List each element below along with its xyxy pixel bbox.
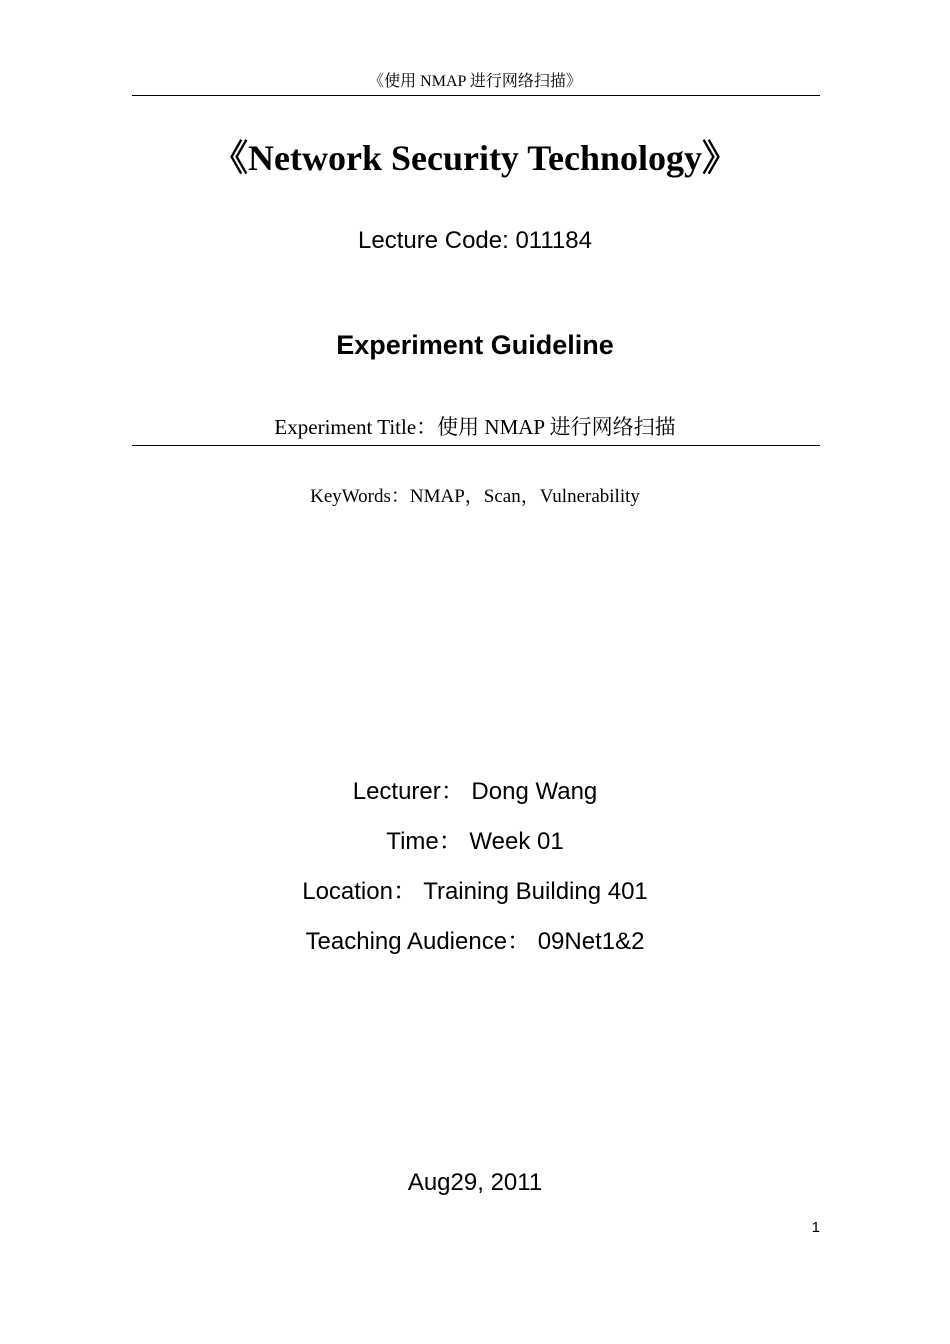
course-title: 《Network Security Technology》 [212,138,738,178]
experiment-title: Experiment Title：使用 NMAP 进行网络扫描 [274,415,676,439]
running-header: 《使用 NMAP 进行网络扫描》 [368,73,582,90]
time-line: Time： Week 01 [386,828,564,855]
keywords-line: KeyWords：NMAP，Scan，Vulnerability [310,486,640,507]
location-line: Location： Training Building 401 [302,878,648,905]
document-date: Aug29, 2011 [407,1169,543,1196]
header-rule [132,95,820,96]
lecture-code: Lecture Code: 011184 [358,227,592,254]
audience-line: Teaching Audience： 09Net1&2 [305,928,645,955]
lecturer-line: Lecturer： Dong Wang [352,778,598,805]
document-type-heading: Experiment Guideline [336,330,614,360]
title-rule [132,445,820,446]
page-number: 1 [811,1219,820,1236]
